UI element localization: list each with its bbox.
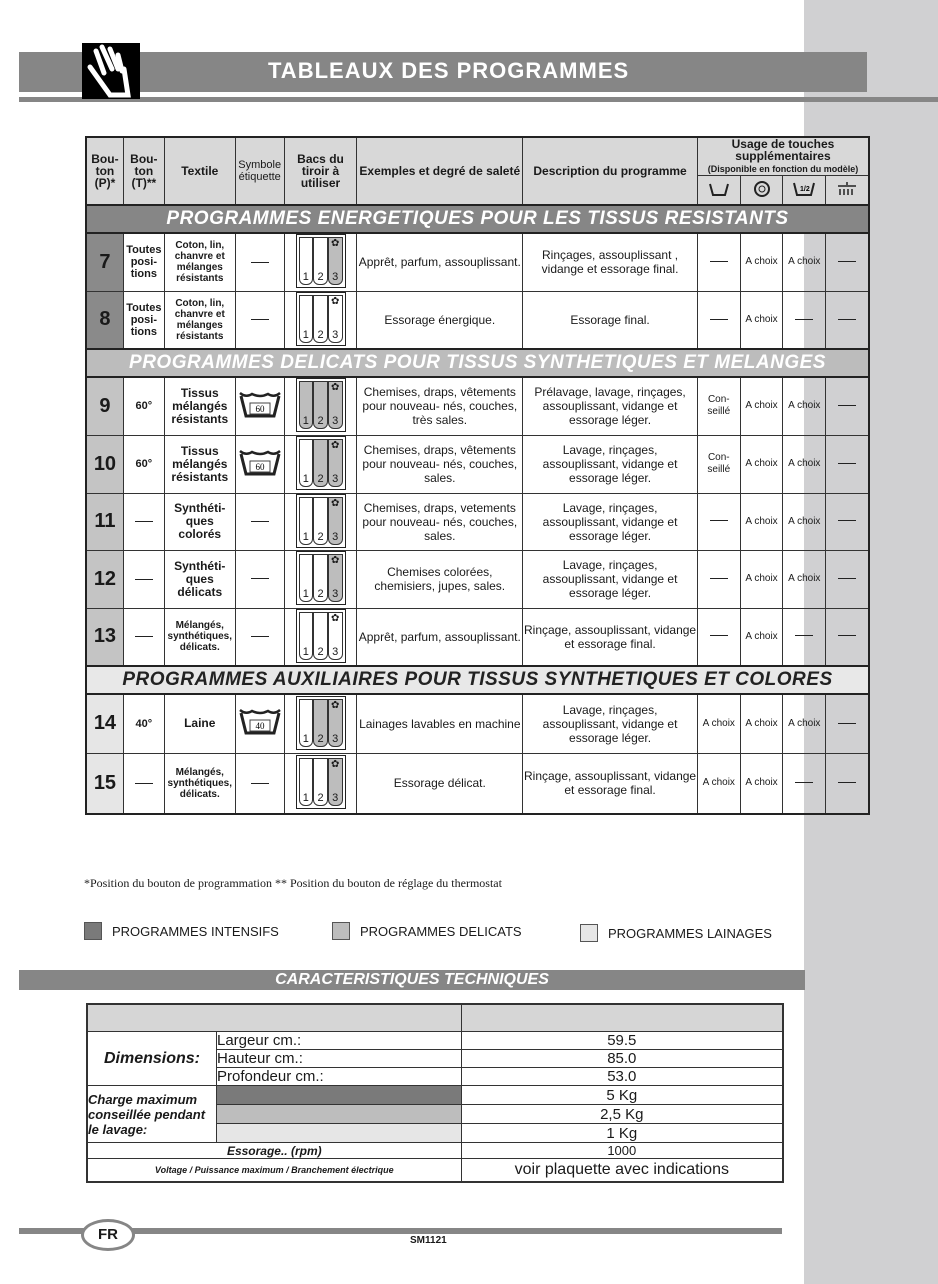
charge-intensive: 5 Kg — [461, 1086, 783, 1105]
option-0: Con- seillé — [697, 377, 740, 435]
option-1: A choix — [740, 694, 783, 754]
tech-title: CARACTERISTIQUES TECHNIQUES — [19, 970, 805, 990]
option-0 — [697, 291, 740, 349]
swatch — [84, 922, 102, 940]
textile: Synthéti- ques délicats — [164, 550, 235, 608]
page-title: TABLEAUX DES PROGRAMMES — [268, 58, 630, 83]
largeur-value: 59.5 — [461, 1032, 783, 1050]
option-2: A choix — [783, 377, 826, 435]
section-header — [86, 349, 869, 377]
examples: Apprêt, parfum, assouplissant. — [357, 608, 523, 666]
col-textile: Textile — [164, 137, 235, 205]
dash — [838, 405, 856, 406]
svg-text:40: 40 — [255, 721, 265, 732]
examples: Essorage délicat. — [357, 754, 523, 814]
swatch — [580, 924, 598, 942]
table-header — [86, 137, 869, 176]
detergent-drawer-icon — [284, 493, 357, 550]
charge-delicate: 2,5 Kg — [461, 1105, 783, 1124]
option-2 — [783, 608, 826, 666]
textile: Coton, lin, chanvre et mélanges résistants — [164, 291, 235, 349]
option-3 — [826, 550, 869, 608]
dash — [135, 636, 153, 637]
description: Rinçages, assouplissant , vidange et essorage final. — [523, 233, 698, 291]
description: Rinçage, assouplissant, vidange et essorage final. — [523, 754, 698, 814]
thermostat-position: Toutes posi- tions — [123, 291, 164, 349]
option-0: Con- seillé — [697, 435, 740, 493]
option-3 — [826, 608, 869, 666]
option-1: A choix — [740, 608, 783, 666]
program-row — [86, 608, 869, 666]
col-symbol: Symbole étiquette — [235, 137, 284, 205]
svg-text:60: 60 — [255, 403, 265, 414]
option-3 — [826, 233, 869, 291]
essorage-value: 1000 — [461, 1143, 783, 1159]
legend-label: PROGRAMMES LAINAGES — [608, 925, 772, 941]
dash — [135, 579, 153, 580]
dash — [251, 319, 269, 320]
program-number: 8 — [86, 291, 123, 349]
textile: Laine — [164, 694, 235, 754]
voltage-value: voir plaquette avec indications — [461, 1159, 783, 1183]
dash — [251, 521, 269, 522]
svg-text:1/2: 1/2 — [800, 186, 811, 193]
profondeur-label: Profondeur cm.: — [217, 1068, 462, 1086]
description: Lavage, rinçages, assouplissant, vidange et essorage léger. — [523, 550, 698, 608]
description: Essorage final. — [523, 291, 698, 349]
examples: Chemises, draps, vetements pour nouveau- nés, couches, sales. — [357, 493, 523, 550]
language-badge: FR — [81, 1219, 135, 1251]
prewash-icon — [697, 176, 740, 206]
drawer-icon: 1 2 ✿ 3 — [296, 755, 346, 809]
examples: Apprêt, parfum, assouplissant. — [357, 233, 523, 291]
option-0 — [697, 233, 740, 291]
dash — [795, 635, 813, 636]
voltage-label: Voltage / Puissance maximum / Branchement électrique — [87, 1159, 461, 1183]
section-title: PROGRAMMES ENERGETIQUES POUR LES TISSUS RESISTANTS — [86, 205, 869, 233]
thermostat-position — [123, 550, 164, 608]
thermostat-position — [123, 754, 164, 814]
option-2 — [783, 754, 826, 814]
legend-intensifs — [84, 922, 279, 940]
dash — [251, 783, 269, 784]
option-2: A choix — [783, 550, 826, 608]
hauteur-value: 85.0 — [461, 1050, 783, 1068]
col-description: Description du programme — [523, 137, 698, 205]
wash-tub-icon — [238, 707, 282, 735]
hand-icon — [82, 43, 140, 99]
dash — [710, 578, 728, 579]
detergent-drawer-icon — [284, 754, 357, 814]
care-label-symbol — [235, 493, 284, 550]
drawer-icon: 1 2 ✿ 3 — [296, 696, 346, 750]
thermostat-position — [123, 493, 164, 550]
thermostat-position: 60° — [123, 435, 164, 493]
option-3 — [826, 291, 869, 349]
svg-text:60: 60 — [255, 461, 265, 472]
textile: Mélangés, synthétiques, délicats. — [164, 608, 235, 666]
detergent-drawer-icon — [284, 608, 357, 666]
title-underline — [19, 97, 938, 102]
drawer-icon: 1 2 ✿ 3 — [296, 234, 346, 288]
textile: Synthéti- ques colorés — [164, 493, 235, 550]
option-3 — [826, 493, 869, 550]
dash — [795, 319, 813, 320]
program-row — [86, 233, 869, 291]
dash — [838, 261, 856, 262]
hauteur-label: Hauteur cm.: — [217, 1050, 462, 1068]
care-label-symbol — [235, 550, 284, 608]
option-0: A choix — [697, 754, 740, 814]
section-title: PROGRAMMES AUXILIAIRES POUR TISSUS SYNTHETIQUES ET COLORES — [86, 666, 869, 694]
drawer-icon: 1 2 ✿ 3 — [296, 292, 346, 346]
section-header — [86, 205, 869, 233]
textile: Coton, lin, chanvre et mélanges résistants — [164, 233, 235, 291]
thermostat-position: 60° — [123, 377, 164, 435]
usage-note: (Disponible en fonction du modèle) — [707, 164, 859, 174]
option-3 — [826, 694, 869, 754]
detergent-drawer-icon — [284, 435, 357, 493]
program-number: 14 — [86, 694, 123, 754]
tech-header-right — [461, 1004, 783, 1032]
care-label-symbol — [235, 435, 284, 493]
detergent-drawer-icon — [284, 550, 357, 608]
legend-lainages — [580, 924, 772, 942]
dash — [838, 723, 856, 724]
program-row — [86, 435, 869, 493]
option-1: A choix — [740, 550, 783, 608]
dash — [251, 636, 269, 637]
detergent-drawer-icon — [284, 291, 357, 349]
footnote: *Position du bouton de programmation ** Position du bouton de réglage du thermostat — [84, 876, 502, 890]
description: Rinçage, assouplissant, vidange et essorage final. — [523, 608, 698, 666]
spin-icon — [740, 176, 783, 206]
program-row — [86, 754, 869, 814]
care-label-symbol — [235, 694, 284, 754]
swatch — [332, 922, 350, 940]
col-examples: Exemples et degré de saleté — [357, 137, 523, 205]
detergent-drawer-icon — [284, 233, 357, 291]
dash — [251, 578, 269, 579]
model-code: SM1121 — [410, 1235, 447, 1246]
drawer-icon: 1 2 ✿ 3 — [296, 609, 346, 663]
charge-wool: 1 Kg — [461, 1124, 783, 1143]
option-1: A choix — [740, 493, 783, 550]
examples: Lainages lavables en machine — [357, 694, 523, 754]
program-row — [86, 550, 869, 608]
legend-delicats — [332, 922, 522, 940]
dash — [838, 319, 856, 320]
program-number: 15 — [86, 754, 123, 814]
option-2: A choix — [783, 694, 826, 754]
option-3 — [826, 377, 869, 435]
charge-swatch-delicate — [217, 1105, 462, 1124]
option-1: A choix — [740, 233, 783, 291]
section-header — [86, 666, 869, 694]
program-row — [86, 291, 869, 349]
col-usage — [697, 137, 869, 176]
largeur-label: Largeur cm.: — [217, 1032, 462, 1050]
col-bacs: Bacs du tiroir à utiliser — [284, 137, 357, 205]
program-row — [86, 694, 869, 754]
col-t: Bou- ton (T)** — [123, 137, 164, 205]
tech-header-left — [87, 1004, 461, 1032]
textile: Mélangés, synthétiques, délicats. — [164, 754, 235, 814]
option-0 — [697, 550, 740, 608]
program-row — [86, 377, 869, 435]
examples: Essorage énergique. — [357, 291, 523, 349]
drawer-icon: 1 2 ✿ 3 — [296, 436, 346, 490]
section-title: PROGRAMMES DELICATS POUR TISSUS SYNTHETIQUES ET MELANGES — [86, 349, 869, 377]
wash-tub-icon — [238, 390, 282, 418]
thermostat-position: Toutes posi- tions — [123, 233, 164, 291]
dash — [251, 262, 269, 263]
examples: Chemises, draps, vêtements pour nouveau- nés, couches, très sales. — [357, 377, 523, 435]
examples: Chemises, draps, vêtements pour nouveau- nés, couches, sales. — [357, 435, 523, 493]
option-2: A choix — [783, 435, 826, 493]
description: Prélavage, lavage, rinçages, assouplissant, vidange et essorage léger. — [523, 377, 698, 435]
option-2: A choix — [783, 493, 826, 550]
care-label-symbol — [235, 377, 284, 435]
dash — [795, 782, 813, 783]
description: Lavage, rinçages, assouplissant, vidange et essorage léger. — [523, 435, 698, 493]
tech-table — [86, 1003, 784, 1183]
option-0 — [697, 608, 740, 666]
program-row — [86, 493, 869, 550]
textile: Tissus mélangés résistants — [164, 435, 235, 493]
dash — [710, 635, 728, 636]
care-label-symbol — [235, 608, 284, 666]
care-label-symbol — [235, 233, 284, 291]
option-1: A choix — [740, 291, 783, 349]
option-3 — [826, 754, 869, 814]
charge-label: Charge maximum conseillée pendant le lavage: — [87, 1086, 217, 1143]
thermostat-position — [123, 608, 164, 666]
dash — [710, 261, 728, 262]
legend-label: PROGRAMMES DELICATS — [360, 923, 522, 939]
dash — [135, 783, 153, 784]
half-load-icon — [783, 176, 826, 206]
option-3 — [826, 435, 869, 493]
dash — [838, 578, 856, 579]
detergent-drawer-icon — [284, 377, 357, 435]
dash — [838, 635, 856, 636]
description: Lavage, rinçages, assouplissant, vidange et essorage léger. — [523, 493, 698, 550]
examples: Chemises colorées, chemisiers, jupes, sales. — [357, 550, 523, 608]
drawer-icon: 1 2 ✿ 3 — [296, 551, 346, 605]
option-1: A choix — [740, 377, 783, 435]
dash — [838, 463, 856, 464]
program-number: 7 — [86, 233, 123, 291]
dash — [710, 520, 728, 521]
thermostat-position: 40° — [123, 694, 164, 754]
program-number: 13 — [86, 608, 123, 666]
wash-tub-icon — [238, 448, 282, 476]
essorage-label: Essorage.. (rpm) — [87, 1143, 461, 1159]
option-0 — [697, 493, 740, 550]
col-p: Bou- ton (P)* — [86, 137, 123, 205]
dash — [135, 521, 153, 522]
care-label-symbol — [235, 754, 284, 814]
description: Lavage, rinçages, assouplissant, vidange et essorage léger. — [523, 694, 698, 754]
option-2 — [783, 291, 826, 349]
care-label-symbol — [235, 291, 284, 349]
rinse-shower-icon — [826, 176, 869, 206]
charge-swatch-wool — [217, 1124, 462, 1143]
dash — [838, 520, 856, 521]
program-number: 12 — [86, 550, 123, 608]
program-number: 10 — [86, 435, 123, 493]
drawer-icon: 1 2 ✿ 3 — [296, 378, 346, 432]
option-1: A choix — [740, 435, 783, 493]
usage-title: Usage de touches supplémentaires — [731, 137, 835, 163]
option-0: A choix — [697, 694, 740, 754]
legend-label: PROGRAMMES INTENSIFS — [112, 923, 279, 939]
textile: Tissus mélangés résistants — [164, 377, 235, 435]
programs-table — [85, 136, 870, 815]
charge-swatch-intensive — [217, 1086, 462, 1105]
dash — [838, 782, 856, 783]
dimensions-label: Dimensions: — [87, 1032, 217, 1086]
option-1: A choix — [740, 754, 783, 814]
profondeur-value: 53.0 — [461, 1068, 783, 1086]
option-2: A choix — [783, 233, 826, 291]
program-number: 9 — [86, 377, 123, 435]
dash — [710, 319, 728, 320]
program-number: 11 — [86, 493, 123, 550]
drawer-icon: 1 2 ✿ 3 — [296, 494, 346, 548]
detergent-drawer-icon — [284, 694, 357, 754]
